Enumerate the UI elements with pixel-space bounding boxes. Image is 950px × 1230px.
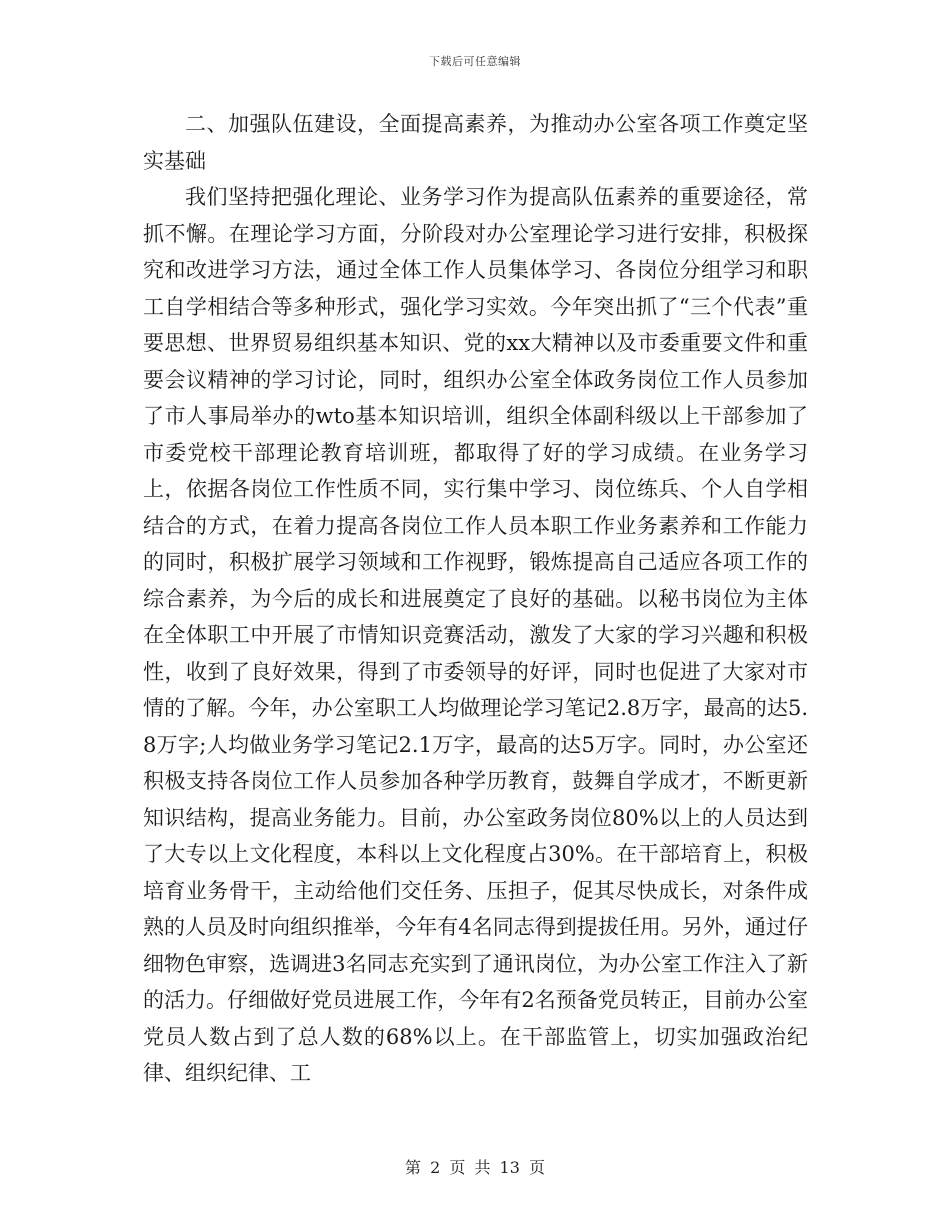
page-number-footer: 第 2 页 共 13 页	[405, 1158, 545, 1177]
document-body	[143, 106, 808, 1092]
body-paragraph: 我们坚持把强化理论、业务学习作为提高队伍素养的重要途径，常抓不懈。在理论学习方面，分阶段对办公室理论学习进行安排，积极探究和改进学习方法，通过全体工作人员集体学习、各岗位分组学习和职工自学相结合等多种形式，强化学习实效。今年突出抓了“三个代表”重要思想、世界贸易组织基本知识、党的xx大精神以及市委重要文件和重要会议精神的学习讨论，同时，组织办公室全体政务岗位工作人员参加了市人事局举办的wto基本知识培训，组织全体副科级以上干部参加了市委党校干部理论教育培训班，都取得了好的学习成绩。在业务学习上，依据各岗位工作性质不同，实行集中学习、岗位练兵、个人自学相结合的方式，在着力提高各岗位工作人员本职工作业务素养和工作能力的同时，积极扩展学习领域和工作视野，锻炼提高自己适应各项工作的综合素养，为今后的成长和进展奠定了良好的基础。以秘书岗位为主体在全体职工中开展了市情知识竞赛活动，激发了大家的学习兴趣和积极性，收到了良好效果，得到了市委领导的好评，同时也促进了大家对市情的了解。今年，办公室职工人均做理论学习笔记2.8万字，最高的达5.8万字;人均做业务学习笔记2.1万字，最高的达5万字。同时，办公室还积极支持各岗位工作人员参加各种学历教育，鼓舞自学成才，不断更新知识结构，提高业务能力。目前，办公室政务岗位80%以上的人员达到了大专以上文化程度，本科以上文化程度占30%。在干部培育上，积极培育业务骨干，主动给他们交任务、压担子，促其尽快成长，对条件成熟的人员及时向组织推举，今年有4名同志得到提拔任用。另外，通过仔细物色审察，选调进3名同志充实到了通讯岗位，为办公室工作注入了新的活力。仔细做好党员进展工作，今年有2名预备党员转正，目前办公室党员人数占到了总人数的68%以上。在干部监管上，切实加强政治纪律、组织纪律、工	[143, 185, 808, 1085]
page-header-note: 下载后可任意编辑	[429, 55, 521, 68]
section-heading: 二、加强队伍建设，全面提高素养，为推动办公室各项工作奠定坚实基础	[143, 112, 808, 173]
